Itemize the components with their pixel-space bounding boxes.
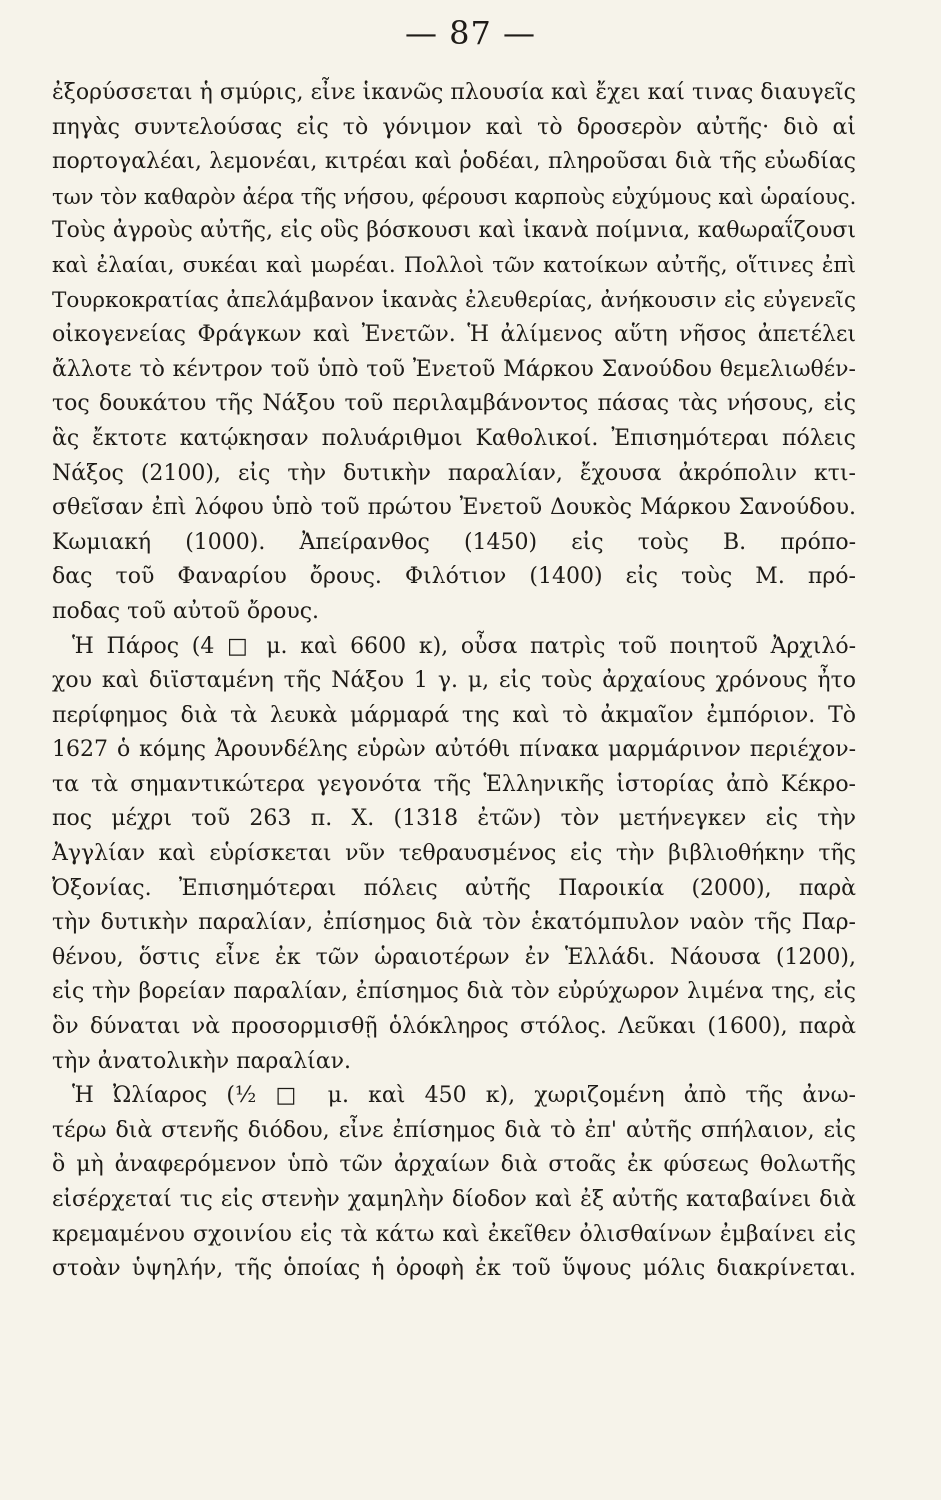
- page-number: — 87 —: [404, 14, 537, 52]
- text-line: Κωμιακή (1000). Ἀπείρανθος (1450) εἰς τοὺς Β. πρόπο-: [52, 529, 856, 555]
- text-line: τα τὰ σημαντικώτερα γεγονότα τῆς Ἑλληνικῆς ἱστορίας ἀπὸ Κέκρο-: [52, 771, 856, 797]
- text-line: κρεμαμένου σχοινίου εἰς τὰ κάτω καὶ ἐκεῖθεν ὀλισθαίνων ἐμβαίνει εἰς: [52, 1221, 856, 1247]
- text-line: Ὀξονίας. Ἐπισημότεραι πόλεις αὐτῆς Παροικία (2000), παρὰ: [52, 875, 856, 901]
- text-line: πος μέχρι τοῦ 263 π. Χ. (1318 ἐτῶν) τὸν μετήνεγκεν εἰς τὴν: [52, 806, 856, 832]
- text-line: 1627 ὁ κόμης Ἀρουνδέλης εὑρὼν αὐτόθι πίνακα μαρμάρινον περιέχον-: [52, 737, 856, 763]
- text-line: τὴν δυτικὴν παραλίαν, ἐπίσημος διὰ τὸν ἑκατόμπυλον ναὸν τῆς Παρ-: [52, 910, 856, 936]
- text-line: πηγὰς συντελούσας εἰς τὸ γόνιμον καὶ τὸ δροσερὸν αὐτῆς· διὸ αἱ: [52, 114, 856, 140]
- text-line: τος δουκάτου τῆς Νάξου τοῦ περιλαμβάνοντος πάσας τὰς νήσους, εἰς: [52, 391, 856, 417]
- text-line: ποδας τοῦ αὐτοῦ ὄρους.: [52, 598, 320, 624]
- body-text: [52, 76, 856, 1287]
- text-line: τέρω διὰ στενῆς διόδου, εἶνε ἐπίσημος διὰ τὸ ἐπ' αὐτῆς σπήλαιον, εἰς: [52, 1117, 856, 1143]
- text-line: Νάξος (2100), εἰς τὴν δυτικὴν παραλίαν, ἔχουσα ἀκρόπολιν κτι-: [52, 460, 856, 486]
- text-line: εἰσέρχεταί τις εἰς στενὴν χαμηλὴν δίοδον καὶ ἐξ αὐτῆς καταβαίνει διὰ: [52, 1187, 856, 1212]
- text-line: δας τοῦ Φαναρίου ὄρους. Φιλότιον (1400) εἰς τοὺς Μ. πρό-: [52, 564, 856, 590]
- text-line: Τοὺς ἀγροὺς αὐτῆς, εἰς οὓς βόσκουσι καὶ ἱκανὰ ποίμνια, καθωραΐζουσι: [52, 218, 856, 244]
- text-line: περίφημος διὰ τὰ λευκὰ μάρμαρά της καὶ τὸ ἀκμαῖον ἐμπόριον. Τὸ: [52, 702, 856, 728]
- text-line: καὶ ἐλαίαι, συκέαι καὶ μωρέαι. Πολλοὶ τῶν κατοίκων αὐτῆς, οἵτινες ἐπὶ: [52, 252, 856, 278]
- text-line: ἃς ἔκτοτε κατῴκησαν πολυάριθμοι Καθολικοί. Ἐπισημότεραι πόλεις: [52, 425, 856, 451]
- paragraph-start-line: Ἡ Ὠλίαρος (½ □ μ. καὶ 450 κ), χωριζομένη ἀπὸ τῆς ἀνω-: [72, 1083, 856, 1109]
- text-line: εἰς τὴν βορείαν παραλίαν, ἐπίσημος διὰ τὸν εὐρύχωρον λιμένα της, εἰς: [52, 979, 856, 1005]
- text-line: Ἀγγλίαν καὶ εὑρίσκεται νῦν τεθραυσμένος εἰς τὴν βιβλιοθήκην τῆς: [52, 841, 856, 867]
- text-line: τὴν ἀνατολικὴν παραλίαν.: [52, 1048, 351, 1074]
- text-line: ἄλλοτε τὸ κέντρον τοῦ ὑπὸ τοῦ Ἐνετοῦ Μάρκου Σανούδου θεμελιωθέν-: [52, 356, 856, 382]
- text-line: οἰκογενείας Φράγκων καὶ Ἐνετῶν. Ἡ ἀλίμενος αὕτη νῆσος ἀπετέλει: [52, 322, 856, 348]
- text-line: θένου, ὅστις εἶνε ἐκ τῶν ὡραιοτέρων ἐν Ἑλλάδι. Νάουσα (1200),: [52, 944, 856, 970]
- text-line: πορτογαλέαι, λεμονέαι, κιτρέαι καὶ ῥοδέαι, πληροῦσαι διὰ τῆς εὐωδίας: [52, 149, 856, 175]
- text-line: Τουρκοκρατίας ἀπελάμβανον ἱκανὰς ἐλευθερίας, ἀνήκουσιν εἰς εὐγενεῖς: [52, 287, 856, 313]
- text-line: των τὸν καθαρὸν ἀέρα τῆς νήσου, φέρουσι καρποὺς εὐχύμους καὶ ὡραίους.: [52, 184, 857, 209]
- text-line: ὃν δύναται νὰ προσορμισθῇ ὁλόκληρος στόλος. Λεῦκαι (1600), παρὰ: [52, 1014, 856, 1040]
- text-line: ὃ μὴ ἀναφερόμενον ὑπὸ τῶν ἀρχαίων διὰ στοᾶς ἐκ φύσεως θολωτῆς: [52, 1152, 856, 1178]
- text-line: χου καὶ διϊσταμένη τῆς Νάξου 1 γ. μ, εἰς τοὺς ἀρχαίους χρόνους ἦτο: [52, 668, 856, 694]
- text-line: στοὰν ὑψηλήν, τῆς ὁποίας ἡ ὀροφὴ ἐκ τοῦ ὕψους μόλις διακρίνεται.: [52, 1256, 856, 1282]
- text-line: ἐξορύσσεται ἡ σμύρις, εἶνε ἱκανῶς πλουσία καὶ ἔχει καί τινας διαυγεῖς: [52, 80, 856, 105]
- paragraph-start-line: Ἡ Πάρος (4 □ μ. καὶ 6600 κ), οὖσα πατρὶς τοῦ ποιητοῦ Ἀρχιλό-: [72, 633, 856, 659]
- text-line: σθεῖσαν ἐπὶ λόφου ὑπὸ τοῦ πρώτου Ἐνετοῦ Δουκὸς Μάρκου Σανούδου.: [52, 495, 856, 521]
